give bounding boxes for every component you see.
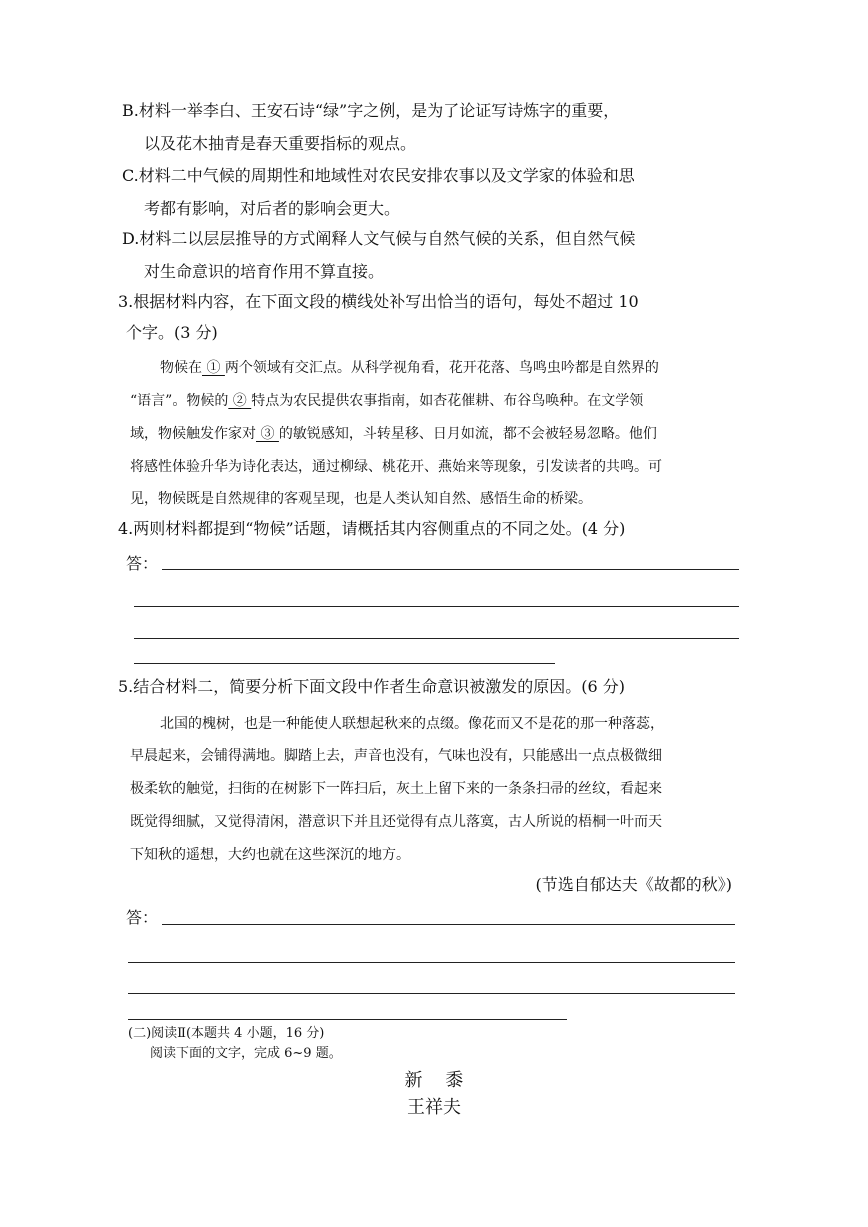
q4-answer-line-4[interactable] <box>134 663 555 664</box>
q3-blank-2[interactable]: ② <box>228 393 252 409</box>
q3-blank-3[interactable]: ③ <box>256 426 279 442</box>
q3-prompt-line2: 个字。(3 分) <box>126 323 218 342</box>
story-title: 新 黍 <box>404 1070 464 1091</box>
q5-source: (节选自郁达夫《故都的秋》) <box>535 875 732 894</box>
q5-answer-line-1[interactable] <box>162 924 735 925</box>
option-b-line2: 以及花木抽青是春天重要指标的观点。 <box>144 134 417 153</box>
q5-answer-line-4[interactable] <box>128 1019 567 1020</box>
option-c-line2: 考都有影响，对后者的影响会更大。 <box>144 199 401 218</box>
q4-answer-line-3[interactable] <box>134 638 739 639</box>
q3-text: 两个领域有交汇点。从科学视角看，花开花落、鸟鸣虫吟都是自然界的 <box>224 360 659 376</box>
q5-answer-line-2[interactable] <box>128 962 735 963</box>
q3-blank-1[interactable]: ① <box>202 360 225 376</box>
q3-passage-line3 <box>130 424 657 444</box>
q3-prompt-line1: 3.根据材料内容，在下面文段的横线处补写出恰当的语句，每处不超过 10 <box>118 292 639 311</box>
q3-passage-line1 <box>160 358 659 378</box>
q3-text: 物候在 <box>160 360 202 376</box>
q5-passage-line1: 北国的槐树，也是一种能使人联想起秋来的点缀。像花而又不是花的那一种落蕊， <box>160 716 664 732</box>
q4-answer-line-2[interactable] <box>134 606 739 607</box>
section-instruction: 阅读下面的文字，完成 6~9 题。 <box>150 1046 342 1061</box>
option-d-line1: D.材料二以层层推导的方式阐释人文气候与自然气候的关系，但自然气候 <box>122 229 636 248</box>
q4-prompt: 4.两则材料都提到“物候”话题，请概括其内容侧重点的不同之处。(4 分) <box>118 519 626 538</box>
q5-passage-line5: 下知秋的遥想，大约也就在这些深沉的地方。 <box>130 847 410 863</box>
option-b-line1: B.材料一举李白、王安石诗“绿”字之例，是为了论证写诗炼字的重要， <box>122 101 620 120</box>
q5-answer-line-3[interactable] <box>128 993 735 994</box>
q5-passage-line4: 既觉得细腻，又觉得清闲，潜意识下并且还觉得有点儿落寞，古人所说的梧桐一叶而天 <box>130 814 662 830</box>
q5-passage-line2: 早晨起来，会铺得满地。脚踏上去，声音也没有，气味也没有，只能感出一点点极微细 <box>130 748 662 764</box>
q3-passage-line5: 见，物候既是自然规律的客观呈现，也是人类认知自然、感悟生命的桥梁。 <box>130 491 592 507</box>
q3-text: 的敏锐感知，斗转星移、日月如流，都不会被轻易忽略。他们 <box>278 426 657 442</box>
q3-passage-line4: 将感性体验升华为诗化表达，通过柳绿、桃花开、燕始来等现象，引发读者的共鸣。可 <box>130 459 662 475</box>
q4-answer-line-1[interactable] <box>162 569 739 570</box>
q5-passage-line3: 极柔软的触觉，扫街的在树影下一阵扫后，灰土上留下来的一条条扫帚的丝纹，看起来 <box>130 781 662 797</box>
q3-passage-line2 <box>130 391 643 411</box>
q5-prompt: 5.结合材料二，简要分析下面文段中作者生命意识被激发的原因。(6 分) <box>118 677 626 696</box>
q3-text: 域，物候触发作家对 <box>130 426 256 442</box>
option-d-line2: 对生命意识的培育作用不算直接。 <box>144 262 385 281</box>
q3-text: “语言”。物候的 <box>130 393 229 409</box>
section-heading: (二)阅读Ⅱ(本题共 4 小题，16 分) <box>128 1026 325 1041</box>
q3-text: 特点为农民提供农事指南，如杏花催耕、布谷鸟唤种。在文学领 <box>251 393 644 409</box>
q5-answer-label: 答： <box>126 908 159 927</box>
story-author: 王祥夫 <box>407 1097 461 1118</box>
option-c-line1: C.材料二中气候的周期性和地域性对农民安排农事以及文学家的体验和思 <box>122 166 635 185</box>
q4-answer-label: 答： <box>126 554 159 573</box>
